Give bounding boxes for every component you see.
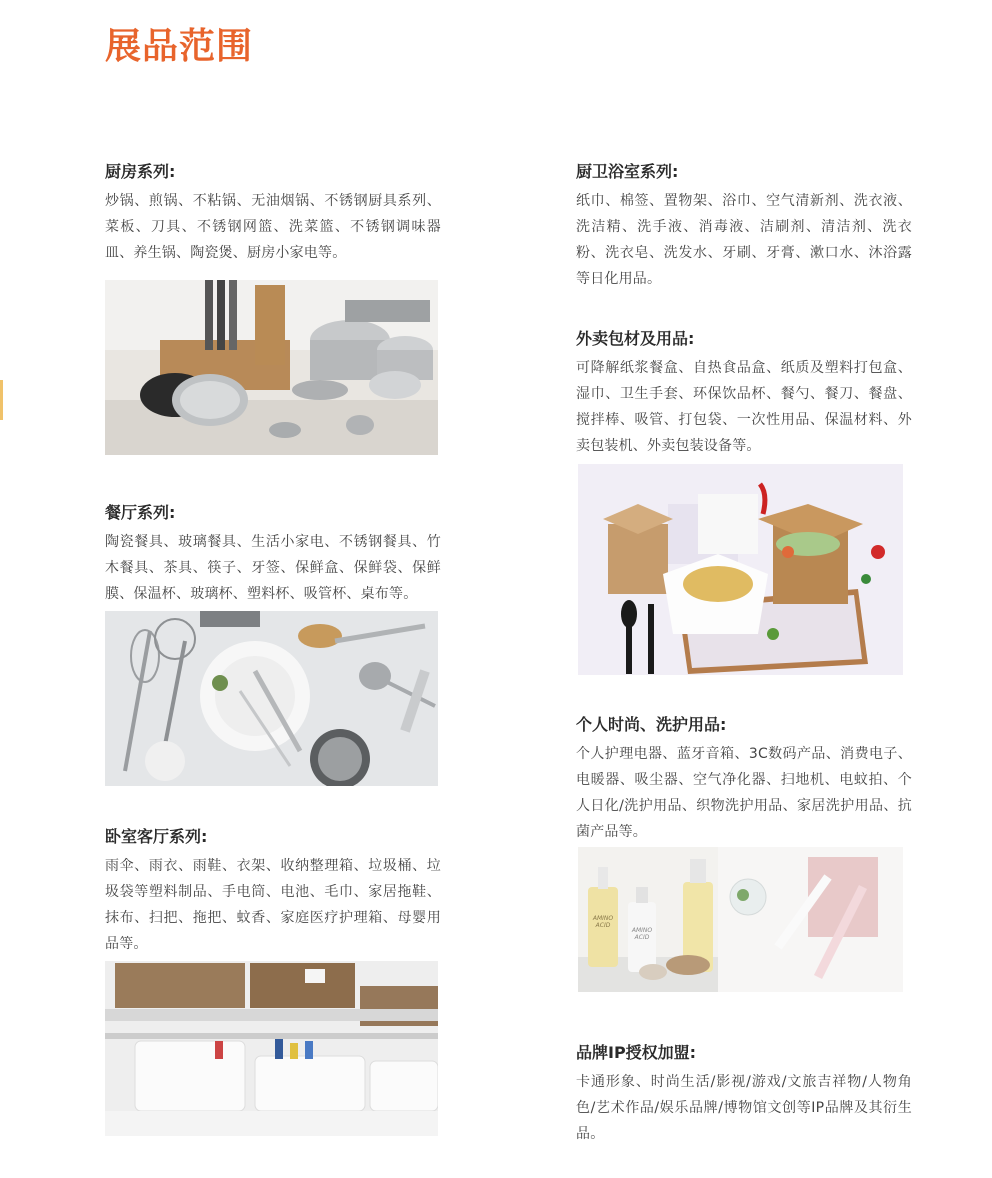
kitchen-photo	[105, 280, 438, 455]
page-title: 展品范围	[105, 26, 254, 67]
section-title: 外卖包材及用品:	[576, 329, 695, 348]
page-edge-accent	[0, 380, 3, 420]
section-title: 厨房系列:	[105, 162, 176, 181]
section-text: 卡通形象、时尚生活/影视/游戏/文旅吉祥物/人物角色/艺术作品/娱乐品牌/博物馆文创等IP品牌及其衍生品。	[576, 1074, 912, 1142]
section-text: 陶瓷餐具、玻璃餐具、生活小家电、不锈钢餐具、竹木餐具、茶具、筷子、牙签、保鲜盒、保鲜袋、保鲜膜、保温杯、玻璃杯、塑料杯、吸管杯、桌布等。	[105, 534, 441, 602]
section-personal	[576, 715, 912, 845]
section-brand	[576, 1043, 912, 1147]
bottle-label-a: AMINO ACID	[592, 915, 614, 929]
section-title: 卧室客厅系列:	[105, 827, 208, 846]
dining-photo	[105, 611, 438, 786]
section-takeout	[576, 329, 912, 459]
takeout-photo	[578, 464, 903, 675]
bottle-label-b: AMINO ACID	[631, 927, 653, 941]
section-title: 个人时尚、洗护用品:	[576, 715, 727, 734]
storage-photo	[105, 961, 438, 1136]
section-dining	[105, 503, 441, 607]
section-bath	[576, 162, 912, 292]
section-text: 纸巾、棉签、置物架、浴巾、空气清新剂、洗衣液、洗洁精、洗手液、消毒液、洁刷剂、清洁剂、洗衣粉、洗衣皂、洗发水、牙刷、牙膏、漱口水、沐浴露等日化用品。	[576, 193, 912, 287]
section-title: 厨卫浴室系列:	[576, 162, 679, 181]
section-title: 餐厅系列:	[105, 503, 176, 522]
section-text: 雨伞、雨衣、雨鞋、衣架、收纳整理箱、垃圾桶、垃圾袋等塑料制品、手电筒、电池、毛巾、家居拖鞋、抹布、扫把、拖把、蚊香、家庭医疗护理箱、母婴用品等。	[105, 858, 441, 952]
section-title: 品牌IP授权加盟:	[576, 1043, 697, 1062]
section-kitchen	[105, 162, 441, 266]
personal-care-photo	[578, 847, 903, 992]
section-text: 可降解纸浆餐盒、自热食品盒、纸质及塑料打包盒、湿巾、卫生手套、环保饮品杯、餐勺、餐刀、餐盘、搅拌棒、吸管、打包袋、一次性用品、保温材料、外卖包装机、外卖包装设备等。	[576, 360, 912, 454]
section-text: 个人护理电器、蓝牙音箱、3C数码产品、消费电子、电暖器、吸尘器、空气净化器、扫地机、电蚊拍、个人日化/洗护用品、织物洗护用品、家居洗护用品、抗菌产品等。	[576, 746, 912, 840]
section-bedroom	[105, 827, 441, 957]
section-text: 炒锅、煎锅、不粘锅、无油烟锅、不锈钢厨具系列、菜板、刀具、不锈钢网篮、洗菜篮、不锈钢调味器皿、养生锅、陶瓷煲、厨房小家电等。	[105, 193, 441, 261]
